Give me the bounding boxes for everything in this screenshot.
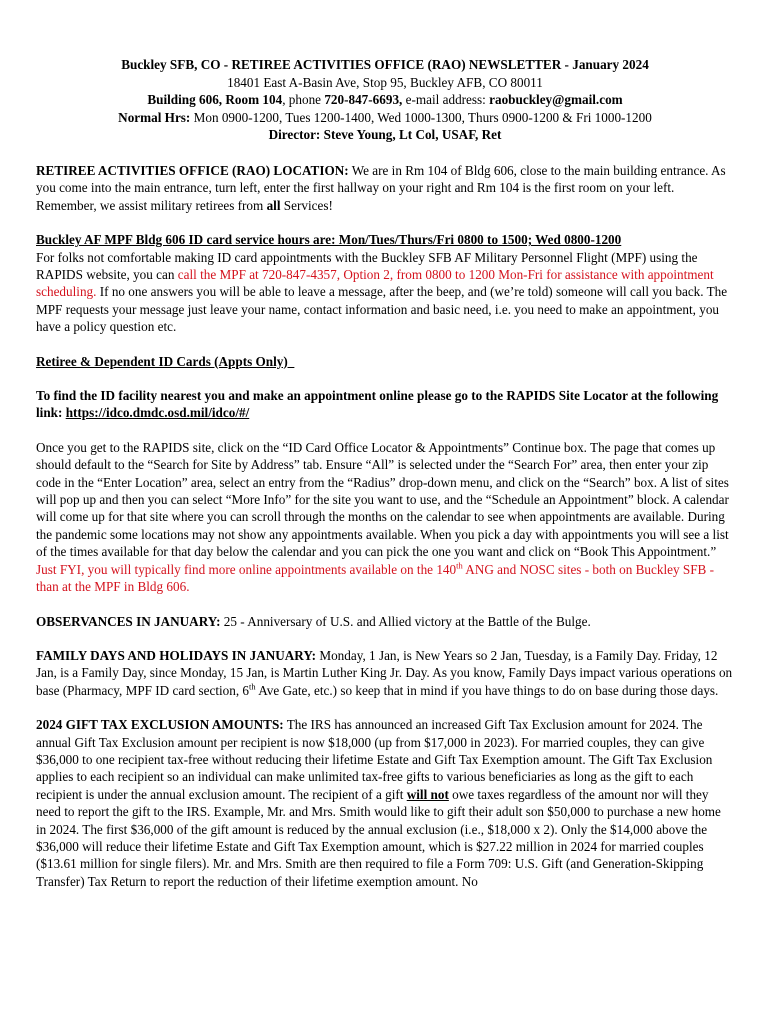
rapids-text: To find the ID facility nearest you and make an appointment online please go to the RAPIDS Site Locator at the following link: bbox=[36, 388, 719, 421]
hours-label: Normal Hrs: bbox=[118, 109, 191, 125]
building-label: Building 606, Room 104 bbox=[147, 92, 283, 108]
location-text-end: Services! bbox=[280, 197, 333, 213]
office-phone: 720-847-6693, bbox=[324, 92, 403, 108]
location-emphasis: all bbox=[266, 197, 281, 213]
id-card-hours-paragraph bbox=[36, 231, 734, 335]
observances-heading: OBSERVANCES IN JANUARY: bbox=[36, 613, 221, 629]
phone-prefix: , phone bbox=[282, 92, 325, 108]
location-paragraph bbox=[36, 162, 734, 214]
family-days-sup: th bbox=[249, 681, 256, 692]
family-days-paragraph bbox=[36, 647, 734, 699]
email-prefix: e-mail address: bbox=[402, 92, 490, 108]
gift-tax-heading: 2024 GIFT TAX EXCLUSION AMOUNTS: bbox=[36, 717, 284, 733]
office-director: Director: Steve Young, Lt Col, USAF, Ret bbox=[268, 127, 502, 143]
retiree-cards-heading: Retiree & Dependent ID Cards (Appts Only) bbox=[36, 353, 295, 369]
office-address: 18401 East A-Basin Ave, Stop 95, Buckley AFB, CO 80011 bbox=[227, 74, 543, 90]
gift-tax-paragraph bbox=[36, 716, 734, 890]
office-contact-line bbox=[36, 91, 734, 109]
instructions-fyi bbox=[36, 562, 714, 594]
family-days-heading: FAMILY DAYS AND HOLIDAYS IN JANUARY: bbox=[36, 647, 317, 663]
rapids-paragraph bbox=[36, 387, 734, 422]
retiree-cards-paragraph bbox=[36, 353, 734, 370]
newsletter-header bbox=[36, 56, 734, 144]
rapids-link[interactable]: https://idco.dmdc.osd.mil/idco/#/ bbox=[65, 405, 250, 421]
instructions-paragraph bbox=[36, 439, 734, 596]
location-text: We are in Rm 104 of Bldg 606, close to the main building entrance. As you come into the main entrance, turn left, enter the first hallway on your right and Rm 104 is the first room on your left. Remember, we assist military retirees from bbox=[36, 162, 726, 213]
observances-text: 25 - Anniversary of U.S. and Allied victory at the Battle of the Bulge. bbox=[220, 613, 591, 629]
newsletter-title: Buckley SFB, CO - RETIREE ACTIVITIES OFFICE (RAO) NEWSLETTER - January 2024 bbox=[121, 57, 649, 72]
instructions-fyi-text: Just FYI, you will typically find more online appointments available on the 140 bbox=[36, 561, 457, 577]
office-hours: Mon 0900-1200, Tues 1200-1400, Wed 1000-1300, Thurs 0900-1200 & Fri 1000-1200 bbox=[190, 109, 652, 125]
gift-tax-emphasis: will not bbox=[406, 786, 449, 802]
instructions-text: Once you get to the RAPIDS site, click on the “ID Card Office Locator & Appointments” Continue box. The page that comes up should default to the “Search for Site by Address” tab. Ensure “All” is selected under the “Search For” area, then enter your zip code in the “Enter Location” area, select an entry from the “Radius” drop-down menu, and click on the “Search” box. A list of sites will pop up and then you can select “More Info” for the site you want to use, and the “Schedule an Appointment” block. A calendar will come up for that site where you can scroll through the months on the calendar to see when appointments are available. During the pandemic some locations may not show any appointments available. When you pick a day with appointments you will see a list of the times available for that day below the calendar and you can pick the one you want and click on “Book This Appointment.” bbox=[36, 439, 729, 560]
location-heading: RETIREE ACTIVITIES OFFICE (RAO) LOCATION: bbox=[36, 162, 349, 178]
instructions-fyi-sup: th bbox=[456, 560, 463, 571]
office-hours-line bbox=[36, 109, 734, 127]
id-card-hours-heading: Buckley AF MPF Bldg 606 ID card service hours are: Mon/Tues/Thurs/Fri 0800 to 1500; Wed 0800-1200 bbox=[36, 232, 622, 248]
observances-paragraph bbox=[36, 613, 734, 630]
id-card-hours-text-end: If no one answers you will be able to leave a message, after the beep, and (we’re told) someone will call you back. The MPF requests your message just leave your name, contact information and basic need, i.e. you need to make an appointment, you have a policy question etc. bbox=[36, 284, 728, 335]
family-days-text: Monday, 1 Jan, is New Years so 2 Jan, Tuesday, is a Family Day. Friday, 12 Jan, is a Family Day, since Monday, 15 Jan, is Martin Luther King Jr. Day. As you know, Family Days impact various operations on base (Pharmacy, MPF ID card section, 6 bbox=[36, 647, 733, 698]
gift-tax-text-end: owe taxes regardless of the amount nor will they need to report the gift to the IRS. Example, Mr. and Mrs. Smith would like to gift their adult son $50,000 to purchase a new home in 2024. The first $36,000 of the gift amount is reduced by the annual exclusion (i.e., $18,000 x 2). Only the $14,000 above the $36,000 will reduce their lifetime Estate and Gift Tax Exemption amount, which is $27.22 million in 2024 for married couples ($13.61 million for single filers). Mr. and Mrs. Smith are then required to file a Form 709: U.S. Gift (and Generation-Skipping Transfer) Tax Return to report the reduction of their lifetime exemption amount. No bbox=[36, 786, 721, 889]
mpf-phone-instructions: call the MPF at 720-847-4357, Option 2, from 0800 to 1200 Mon-Fri for assistance with appointment scheduling. bbox=[36, 267, 714, 300]
family-days-text-end: Ave Gate, etc.) so keep that in mind if you have things to do on base during those days. bbox=[255, 682, 719, 698]
office-email[interactable]: raobuckley@gmail.com bbox=[489, 92, 623, 108]
instructions-fyi-text-end: ANG and NOSC sites - both on Buckley SFB - than at the MPF in Bldg 606. bbox=[36, 561, 715, 595]
id-card-hours-text: For folks not comfortable making ID card appointments with the Buckley SFB AF Military Personnel Flight (MPF) using the RAPIDS website, you can bbox=[36, 249, 698, 282]
gift-tax-text: The IRS has announced an increased Gift Tax Exclusion amount for 2024. The annual Gift Tax Exclusion amount per recipient is now $18,000 (up from $17,000 in 2023). For married couples, they can give $36,000 to one recipient tax-free without reducing their lifetime Estate and Gift Tax Exemption amount. The Gift Tax Exclusion applies to each recipient so an individual can make unlimited tax-free gifts to various beneficiaries as long as the gift to each recipient is under the annual exclusion amount. The recipient of a gift bbox=[36, 717, 713, 802]
